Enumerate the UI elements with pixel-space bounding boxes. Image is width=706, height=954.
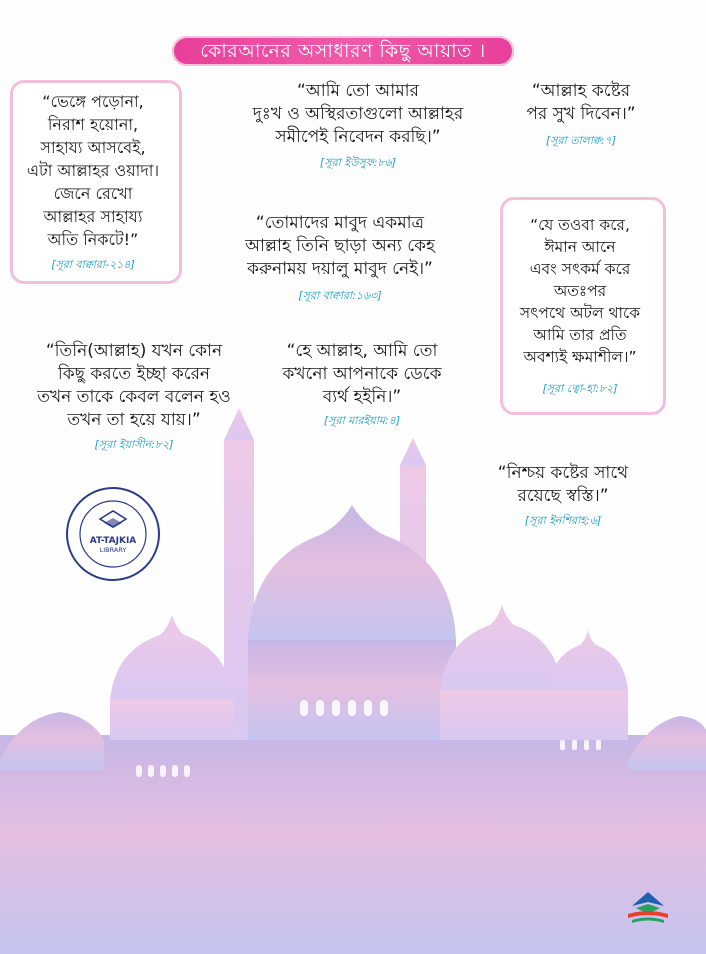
verse-text: “আল্লাহ কষ্টের পর সুখ দিবেন।”: [526, 81, 636, 124]
verse-reference: [সূরা বাক্বারা:১৬৩]: [298, 289, 382, 302]
verse-reference: [সূরা বাক্বারা-২১৪]: [51, 258, 135, 271]
verse-text: “হে আল্লাহ, আমি তো কখনো আপনাকে ডেকে ব্যর্থ হইনি।”: [282, 341, 442, 407]
verse-text: “যে তওবা করে, ঈমান আনে এবং সৎকর্ম করে অতঃপর সৎপথে অটল থাকে আমি তার প্রতি অবশ্যই ক্ষমাশীল।”: [519, 216, 641, 366]
verse-reference: [সূরা ইউসুফ:৮৬]: [319, 156, 397, 169]
library-stamp: [64, 485, 162, 583]
verse-text: “তিনি(আল্লাহ) যখন কোন কিছু করতে ইচ্ছা করেন তখন তাকে কেবল বলেন হও তখন তা হয়ে যায়।”: [37, 341, 231, 430]
verse-text: “ভেঙ্গে পড়োনা, নিরাশ হয়োনা, সাহায্য আসবেই, এটা আল্লাহর ওয়াদা। জেনে রেখো আল্লাহর সাহায্য অতি নিকটে!”: [26, 92, 160, 249]
verse-reference: [সূরা ইনশিরাহ:৬]: [524, 514, 602, 527]
publisher-logo-icon: [622, 888, 674, 928]
stamp-name: AT-TAJKIA: [89, 536, 137, 546]
page-title: কোরআনের অসাধারণ কিছু আয়াত ।: [200, 40, 486, 62]
verse-reference: [সূরা মারইয়াম:৪]: [323, 414, 401, 427]
stamp-sub: LIBRARY: [99, 546, 127, 554]
verse-text: “তোমাদের মাবুদ একমাত্র আল্লাহ তিনি ছাড়া অন্য কেহ করুনাময় দয়ালু মাবুদ নেই।”: [245, 213, 435, 279]
verse-text: “নিশ্চয় কষ্টের সাথে রয়েছে স্বস্তি।”: [497, 463, 629, 506]
verse-reference: [সূরা তালাক্ব:৭]: [545, 134, 617, 147]
verse-reference: [সূরা ইয়াসীন:৮২]: [94, 438, 174, 451]
verse-text: “আমি তো আমার দুঃখ ও অস্থিরতাগুলো আল্লাহর সমীপেই নিবেদন করছি।”: [252, 81, 464, 147]
verse-reference: [সূরা ত্বো-হা:৮২]: [542, 382, 618, 395]
